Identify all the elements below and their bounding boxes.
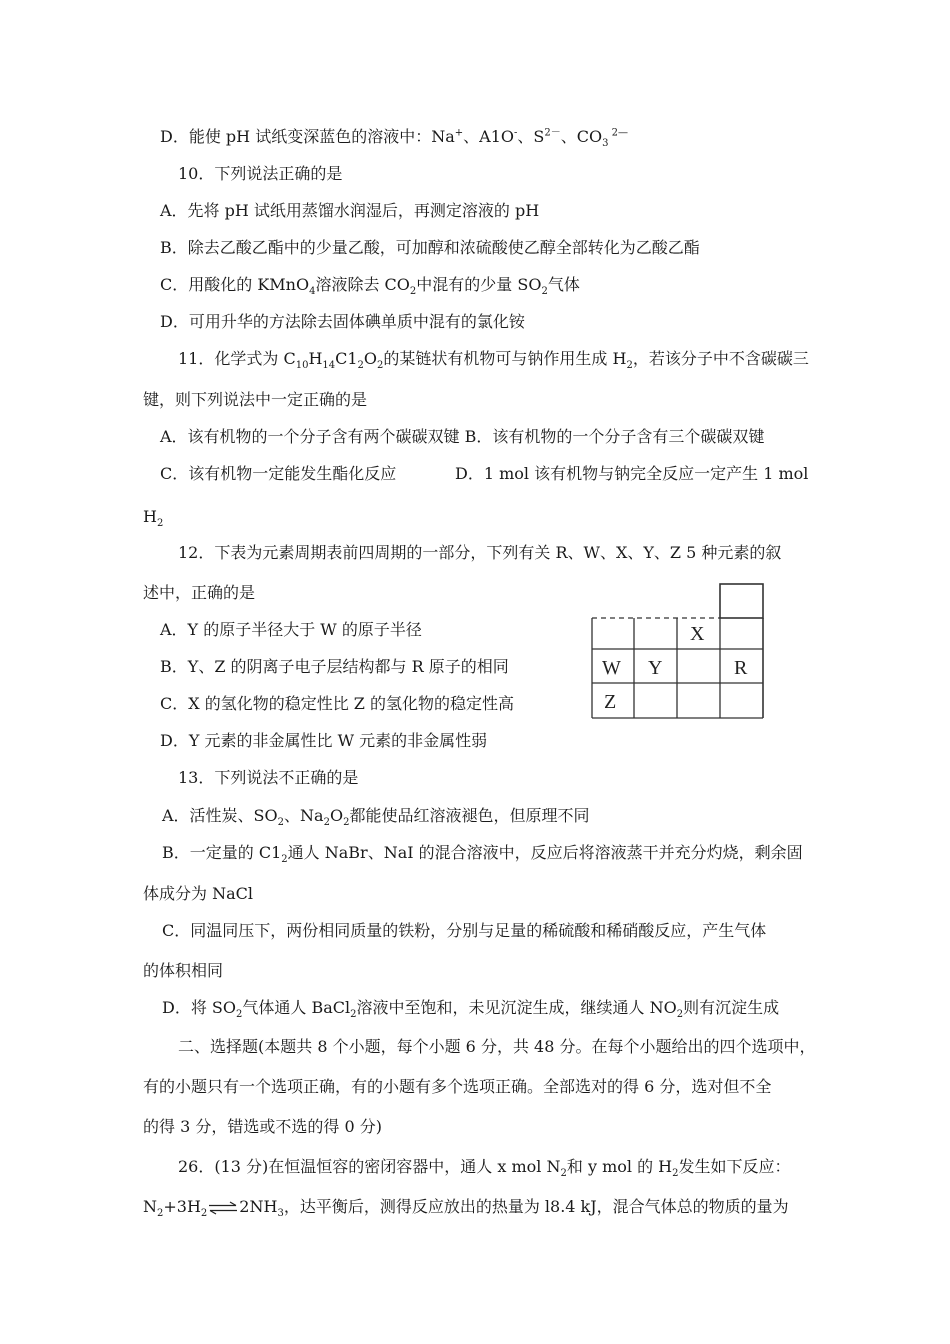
q10-option-b: B．除去乙酸乙酯中的少量乙酸，可加醇和浓硫酸使乙醇全部转化为乙酸乙酯 [160, 238, 700, 257]
q13-option-d: D．将 $SO_2$气体通人 BaCl$_2$溶液中至饱和，未见沉淀生成，继续通人 $NO_2$则有沉淀生成 [162, 998, 780, 1021]
section2-line1: 二、选择题(本题共 8 个小题，每个小题 6 分，共 48 分。在每个小题给出的四个选项中， [178, 1037, 816, 1056]
q12-option-a: A．Y 的原子半径大于 W 的原子半径 [160, 620, 422, 639]
q26-line1: 26．(13 分)在恒温恒容的密闭容器中，通人 x mol $N_2$和 y mol 的 $H_2$发生如下反应： [178, 1157, 791, 1180]
periodic-table-fragment [590, 582, 766, 722]
q9-option-d: D．能使 pH 试纸变深蓝色的溶液中：Na+、A1O-、$S^{2-}$、$CO_3$ $^{2—}$ [160, 127, 629, 150]
q12-stem-cont: 述中，正确的是 [143, 583, 256, 602]
section2-line3: 的得 3 分，错选或不选的得 0 分) [143, 1117, 382, 1136]
q13-option-c-cont: 的体积相同 [143, 961, 224, 980]
q11-stem-cont: 键，则下列说法中一定正确的是 [143, 390, 368, 409]
q11-stem: 11．化学式为 $C_{10}H_{14}C1_2O_2$的某链状有机物可与钠作用生成 $H_2$，若该分子中不含碳碳三 [178, 349, 809, 372]
q12-option-c: C．X 的氢化物的稳定性比 Z 的氢化物的稳定性高 [160, 694, 515, 713]
element-z: Z [604, 691, 617, 713]
equilibrium-arrow-icon [208, 1201, 238, 1215]
q11-option-d: D．1 mol 该有机物与钠完全反应一定产生 1 mol [455, 464, 809, 483]
element-y: Y [648, 657, 663, 679]
periodic-table-svg [590, 582, 766, 722]
q13-option-c: C．同温同压下，两份相同质量的铁粉，分别与足量的稀硫酸和稀硝酸反应，产生气体 [162, 921, 767, 940]
q11-option-c: C．该有机物一定能发生酯化反应 [160, 464, 397, 483]
q10-option-d: D．可用升华的方法除去固体碘单质中混有的氯化铵 [160, 312, 525, 331]
element-r: R [734, 657, 748, 679]
q12-option-d: D．Y 元素的非金属性比 W 元素的非金属性弱 [160, 731, 488, 750]
element-x: X [690, 623, 705, 645]
q12-stem: 12．下表为元素周期表前四周期的一部分，下列有关 R、W、X、Y、Z 5 种元素的叙 [178, 543, 782, 562]
q10-option-c: C．用酸化的 KMnO$_4$溶液除去 $CO_2$中混有的少量 $SO_2$气体 [160, 275, 580, 298]
q12-option-b: B．Y、Z 的阴离子电子层结构都与 R 原子的相同 [160, 657, 509, 676]
q13-option-a: A．活性炭、$SO_2$、$Na_2O_2$都能使品红溶液褪色，但原理不同 [162, 806, 590, 829]
section2-line2: 有的小题只有一个选项正确，有的小题有多个选项正确。全部选对的得 6 分，选对但不全 [143, 1077, 772, 1096]
element-w: W [602, 657, 621, 679]
q13-option-b-cont: 体成分为 NaCl [143, 884, 253, 903]
q11-option-d-cont: $H_2$ [143, 507, 164, 530]
q13-stem: 13．下列说法不正确的是 [178, 768, 359, 787]
q11-options-ab: A．该有机物的一个分子含有两个碳碳双键 B．该有机物的一个分子含有三个碳碳双键 [160, 427, 765, 446]
q10-option-a: A．先将 pH 试纸用蒸馏水润湿后，再测定溶液的 pH [160, 201, 540, 220]
q26-line2: $N_2+3H_2$ $2NH_3$，达平衡后，测得反应放出的热量为 l8.4 kJ，混合气体总的物质的量为 [143, 1197, 789, 1220]
q10-stem: 10．下列说法正确的是 [178, 164, 343, 183]
q13-option-b: B．一定量的 $C1_2$通人 NaBr、NaI 的混合溶液中，反应后将溶液蒸干并充分灼烧，剩余固 [162, 843, 803, 866]
